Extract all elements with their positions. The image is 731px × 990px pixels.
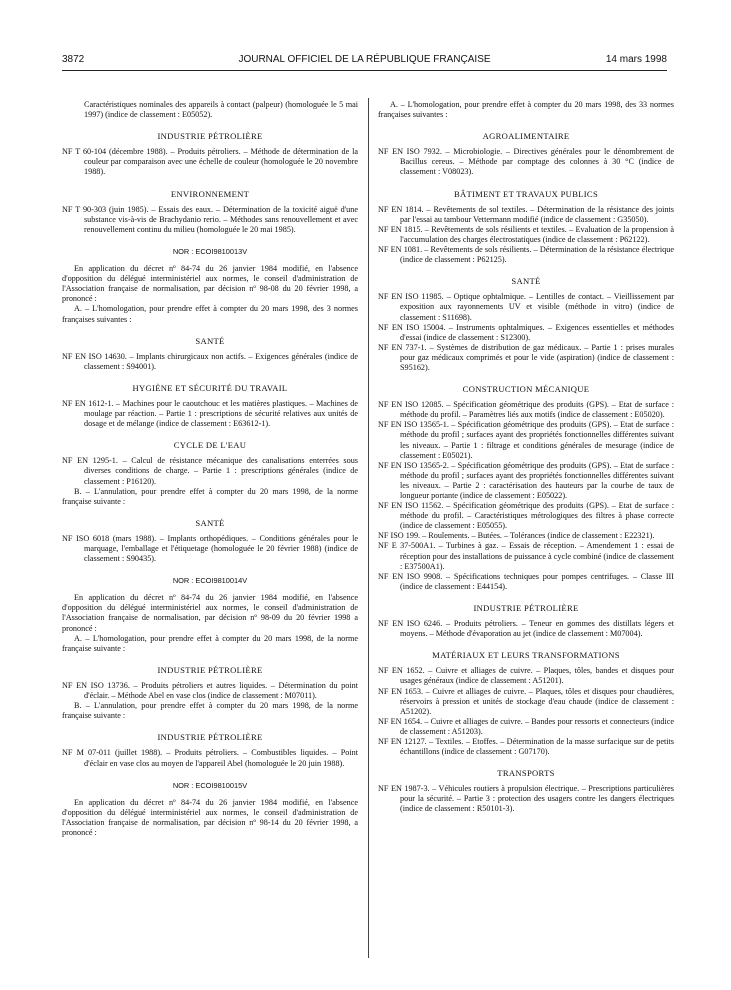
standard-entry: NF EN ISO 11985. – Optique ophtalmique. – Lentilles de contact. – Vieillissement par exposition aux rayonnements UV et visible (méthode in vitro) (indice de classement : S11698).	[378, 292, 674, 322]
intro-paragraph: Caractéristiques nominales des appareils à contact (palpeur) (homologuée le 5 mai 1997) (indice de classement : E05052).	[84, 100, 358, 120]
section-heading: HYGIÈNE ET SÉCURITÉ DU TRAVAIL	[132, 382, 288, 393]
section-heading: SANTÉ	[195, 517, 225, 528]
standard-entry: NF M 07-011 (juillet 1988). – Produits pétroliers. – Combustibles liquides. – Point d'éclair en vase clos au moyen de l'appareil Abel (homologuée le 20 juin 1988).	[62, 748, 358, 768]
standard-entry: NF EN 1612-1. – Machines pour le caoutchouc et les matières plastiques. – Machines de moulage par réaction. – Partie 1 : prescriptions de sécurité relatives aux unités de dosage et de mélange (indice de classement : E63612-1).	[62, 398, 358, 429]
standard-entry: NF EN 1814. – Revêtements de sol textiles. – Détermination de la résistance des joints par l'essai au tambour Vettermann modifié (indice de classement : G35050).	[378, 204, 674, 224]
header-rule	[62, 70, 667, 71]
decision-paragraph: B. – L'annulation, pour prendre effet à compter du 20 mars 1998, de la norme française suivante :	[62, 701, 358, 721]
standard-entry: NF EN ISO 14630. – Implants chirurgicaux non actifs. – Exigences générales (indice de classement : S94001).	[62, 351, 358, 371]
standard-entry: NF EN 1815. – Revêtements de sols résilients et textiles. – Evaluation de la propension à l'accumulation des charges électrostatiques (indice de classement : P62122).	[378, 224, 674, 244]
standard-entry: NF EN 1081. – Revêtements de sols résilients. – Détermination de la résistance électrique (indice de classement : P62125).	[378, 245, 674, 265]
nor-reference: NOR : ECOI9810014V	[172, 576, 248, 586]
section-heading: ENVIRONNEMENT	[170, 188, 250, 199]
journal-title: JOURNAL OFFICIEL DE LA RÉPUBLIQUE FRANÇAISE	[238, 54, 491, 65]
standard-entry: NF EN 1987-3. – Véhicules routiers à propulsion électrique. – Prescriptions particulières pour la sécurité. – Partie 3 : protection des usagers contre les dangers électriques (indice de classement : R50101-3).	[378, 784, 674, 814]
decree-paragraph: En application du décret nº 84-74 du 26 janvier 1984 modifié, en l'absence d'opposition du délégué interministériel aux normes, le conseil d'administration de l'Association française de normalisation, par décision nº 98-08 du 20 février 1998, a prononcé :	[62, 264, 358, 304]
section-heading: INDUSTRIE PÉTROLIÈRE	[157, 664, 263, 675]
right-column	[378, 100, 674, 815]
standard-entry: NF EN 1653. – Cuivre et alliages de cuivre. – Plaques, tôles et disques pour chaudières, réservoirs à pression et unités de stockage d'eau chaude (indice de classement : A51202).	[378, 686, 674, 716]
decision-paragraph: B. – L'annulation, pour prendre effet à compter du 20 mars 1998, de la norme française suivante :	[62, 486, 358, 506]
nor-reference: NOR : ECOI9810013V	[172, 246, 248, 256]
standard-entry: NF EN ISO 13565-1. – Spécification géométrique des produits (GPS). – Etat de surface : méthode du profil ; surfaces ayant des propriétés fonctionnelles différentes suivant les niveaux. – Partie 1 : filtrage et conditions générales de mesurage (indice de classement : E05021).	[378, 420, 674, 460]
page-number: 3872	[62, 54, 85, 65]
standard-entry: NF EN ISO 13565-2. – Spécification géométrique des produits (GPS). – Etat de surface : méthode du profil ; surfaces ayant des propriétés fonctionnelles différentes suivant les niveaux. – Partie 2 : caractérisation des hauteurs par la courbe de taux de longueur portante (indice de classement : E05022).	[378, 460, 674, 500]
decree-paragraph: En application du décret nº 84-74 du 26 janvier 1984 modifié, en l'absence d'opposition du délégué interministériel aux normes, le conseil d'administration de l'Association française de normalisation, par décision nº 98-14 du 20 février 1998, a prononcé :	[62, 797, 358, 837]
standard-entry: NF EN ISO 12085. – Spécification géométrique des produits (GPS). – Etat de surface : méthode du profil. – Paramètres liés aux motifs (indice de classement : E05020).	[378, 400, 674, 420]
section-heading: SANTÉ	[195, 335, 225, 346]
section-heading: SANTÉ	[511, 276, 541, 287]
standard-entry: NF EN ISO 13736. – Produits pétroliers et autres liquides. – Détermination du point d'éclair. – Méthode Abel en vase clos (indice de classement : M07011).	[62, 680, 358, 701]
section-heading: BÂTIMENT ET TRAVAUX PUBLICS	[453, 188, 599, 199]
left-column	[62, 100, 358, 838]
standard-entry: NF T 90-303 (juin 1985). – Essais des eaux. – Détermination de la toxicité aiguë d'une substance vis-à-vis de Brachydanio rerio. – Méthodes sans renouvellement et avec renouvellement continu du milieu (homologuée le 20 mai 1985).	[62, 204, 358, 234]
standard-entry: NF EN 1654. – Cuivre et alliages de cuivre. – Bandes pour ressorts et connecteurs (indice de classement : A51203).	[378, 716, 674, 736]
decision-paragraph: A. – L'homologation, pour prendre effet à compter du 20 mars 1998, des 33 normes françaises suivantes :	[378, 100, 674, 120]
standard-entry: NF EN ISO 7932. – Microbiologie. – Directives générales pour le dénombrement de Bacillus cereus. – Méthode par comptage des colonnes à 30 °C (indice de classement : V08023).	[378, 147, 674, 177]
standard-entry: NF T 60-104 (décembre 1988). – Produits pétroliers. – Méthode de détermination de la couleur par comparaison avec une échelle de couleur (homologuée le 20 novembre 1988).	[62, 147, 358, 177]
decree-paragraph: En application du décret nº 84-74 du 26 janvier 1984 modifié, en l'absence d'opposition du délégué interministériel aux normes, le conseil d'administration de l'Association française de normalisation, par décision nº 98-09 du 20 février 1998 a prononcé :	[62, 593, 358, 633]
standard-entry: NF EN 737-1. – Systèmes de distribution de gaz médicaux. – Partie 1 : prises murales pour gaz médicaux comprimés et pour le vide (aspiration) (indice de classement : S95162).	[378, 342, 674, 372]
standard-entry: NF EN ISO 6246. – Produits pétroliers. – Teneur en gommes des distillats légers et moyens. – Méthode d'évaporation au jet (indice de classement : M07004).	[378, 619, 674, 639]
section-heading: INDUSTRIE PÉTROLIÈRE	[157, 732, 263, 743]
standard-entry: NF ISO 199. – Roulements. – Butées. – Tolérances (indice de classement : E22321).	[378, 531, 655, 541]
standard-entry: NF EN ISO 15004. – Instruments ophtalmiques. – Exigences essentielles et méthodes d'essai (indice de classement : S12300).	[378, 322, 674, 342]
section-heading: TRANSPORTS	[497, 768, 555, 779]
standard-entry: NF E 37-500A1. – Turbines à gaz. – Essais de réception. – Amendement 1 : essai de réception pour des installations de puissance à cycle combiné (indice de classement : E37500A1).	[378, 541, 674, 571]
section-heading: AGROALIMENTAIRE	[482, 131, 570, 142]
standard-entry: NF EN 1652. – Cuivre et alliages de cuivre. – Plaques, tôles, bandes et disques pour usages généraux (indice de classement : A51201).	[378, 666, 674, 686]
nor-reference: NOR : ECOI9810015V	[172, 780, 248, 790]
column-divider	[368, 98, 369, 958]
standard-entry: NF EN 12127. – Textiles. – Etoffes. – Détermination de la masse surfacique sur de petits échantillons (indice de classement : G07170).	[378, 736, 674, 757]
decision-paragraph: A. – L'homologation, pour prendre effet à compter du 20 mars 1998, des 3 normes françaises suivantes :	[62, 304, 358, 324]
section-heading: INDUSTRIE PÉTROLIÈRE	[473, 602, 579, 613]
section-heading: CYCLE DE L'EAU	[173, 440, 247, 451]
section-heading: INDUSTRIE PÉTROLIÈRE	[157, 131, 263, 142]
standard-entry: NF EN 1295-1. – Calcul de résistance mécanique des canalisations enterrées sous diverses conditions de charge. – Partie 1 : prescriptions générales (indice de classement : P16120).	[62, 456, 358, 486]
section-heading: MATÉRIAUX ET LEURS TRANSFORMATIONS	[432, 650, 620, 661]
decision-paragraph: A. – L'homologation, pour prendre effet à compter du 20 mars 1998, de la norme française suivante :	[62, 633, 358, 653]
section-heading: CONSTRUCTION MÉCANIQUE	[462, 384, 590, 395]
issue-date: 14 mars 1998	[605, 54, 667, 65]
page-header	[62, 54, 667, 70]
standard-entry: NF EN ISO 11562. – Spécification géométrique des produits (GPS). – Etat de surface : méthode du profil. – Caractéristiques métrologiques des filtres à phase correcte (indice de classement : E05055).	[378, 501, 674, 531]
standard-entry: NF ISO 6018 (mars 1988). – Implants orthopédiques. – Conditions générales pour le marquage, l'emballage et l'étiquetage (homologuée le 20 février 1988) (indice de classement : S90435).	[62, 533, 358, 564]
standard-entry: NF EN ISO 9908. – Spécifications techniques pour pompes centrifuges. – Classe III (indice de classement : E44154).	[378, 571, 674, 591]
